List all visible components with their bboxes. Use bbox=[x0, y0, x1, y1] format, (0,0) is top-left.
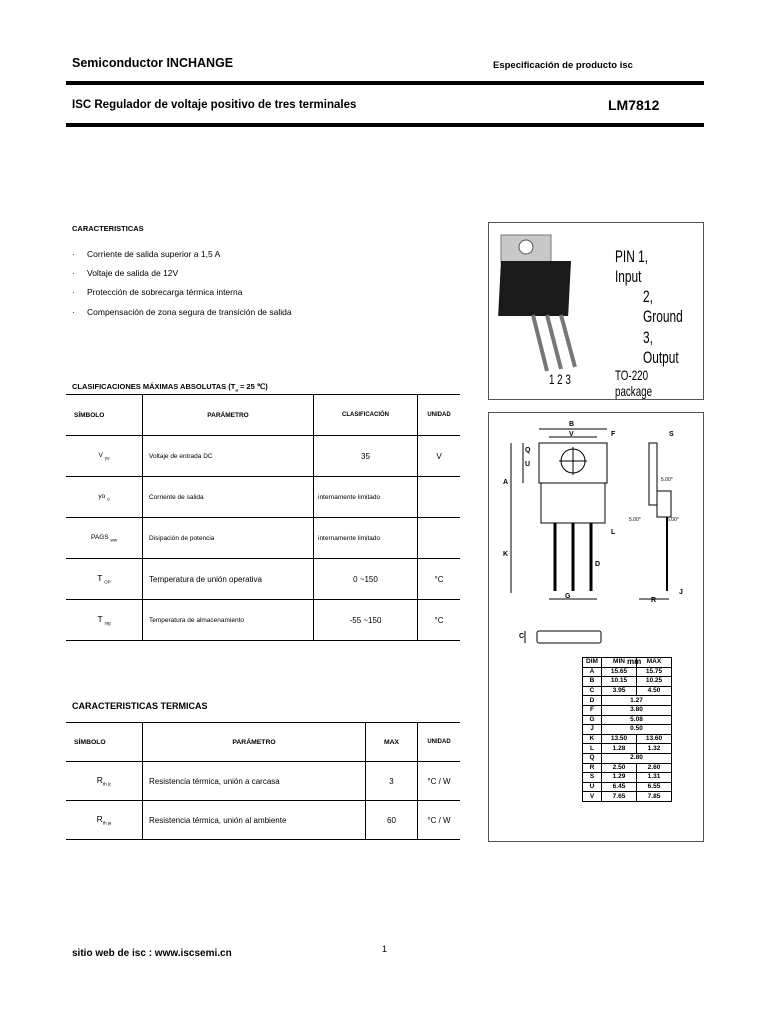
dim-label: S bbox=[669, 431, 674, 438]
min-cell: 15.65 bbox=[602, 667, 637, 677]
doc-title: ISC Regulador de voltaje positivo de tres terminales bbox=[72, 99, 357, 111]
dim-cell: D bbox=[583, 696, 602, 706]
dim-label: R bbox=[651, 597, 657, 604]
table-row bbox=[583, 753, 672, 763]
parameter-cell: Temperatura de unión operativa bbox=[143, 559, 314, 600]
symbol-cell bbox=[66, 477, 143, 518]
spec-label: Especificación de producto isc bbox=[493, 60, 633, 71]
table-row bbox=[583, 658, 672, 668]
table-row bbox=[583, 667, 672, 677]
min-cell: 13.50 bbox=[602, 734, 637, 744]
table-row bbox=[583, 686, 672, 696]
symbol-sub: yo bbox=[104, 455, 110, 461]
angle-label: 5.00° bbox=[661, 477, 673, 483]
abs-max-table bbox=[66, 394, 460, 641]
package-label: TO-220 package bbox=[615, 367, 653, 399]
symbol: V bbox=[98, 451, 103, 459]
symbol: T bbox=[97, 614, 103, 625]
angle-label: 5.00° bbox=[629, 517, 641, 523]
unit-cell: °C / W bbox=[418, 762, 461, 801]
col-max: MAX bbox=[366, 723, 418, 762]
table-row bbox=[583, 725, 672, 735]
pin3-label: 3, Output bbox=[643, 328, 679, 367]
symbol-cell bbox=[66, 518, 143, 559]
bullet: · bbox=[72, 268, 75, 278]
page-number: 1 bbox=[382, 944, 388, 954]
bullet: · bbox=[72, 287, 75, 297]
footer-site: sitio web de isc : www.iscsemi.cn bbox=[72, 948, 232, 959]
abs-max-heading-text: CLASIFICACIONES MÁXIMAS ABSOLUTAS (T bbox=[72, 382, 236, 391]
rating-cell: -55 ~150 bbox=[314, 600, 418, 641]
dim-cell: U bbox=[583, 782, 602, 792]
header-rule bbox=[66, 81, 704, 85]
abs-max-heading bbox=[72, 382, 268, 393]
col-unit: UNIDAD bbox=[418, 723, 461, 762]
parameter-cell: Voltaje de entrada DC bbox=[143, 436, 314, 477]
symbol-sub: OP bbox=[104, 579, 111, 585]
table-row bbox=[66, 518, 460, 559]
dim-cell: C bbox=[583, 686, 602, 696]
dim-label: L bbox=[611, 529, 616, 536]
max-cell: 1.31 bbox=[637, 773, 672, 783]
abs-max-heading-tail: = 25 ℃) bbox=[239, 382, 268, 391]
unit-label: mm bbox=[627, 657, 642, 666]
dim-label: A bbox=[503, 479, 509, 486]
dim-label: J bbox=[679, 589, 683, 596]
part-number: LM7812 bbox=[608, 97, 660, 113]
dim-label: K bbox=[503, 551, 509, 558]
rating-cell: internamente limitado bbox=[314, 477, 418, 518]
symbol-sub: th jc bbox=[102, 781, 112, 787]
min-cell: 3.95 bbox=[602, 686, 637, 696]
dim-label: G bbox=[565, 593, 571, 600]
features-heading: CARACTERISTICAS bbox=[72, 224, 144, 233]
col-symbol: SÍMBOLO bbox=[66, 395, 143, 436]
dim-label: Q bbox=[525, 447, 531, 454]
max-cell: 1.32 bbox=[637, 744, 672, 754]
title-rule bbox=[66, 123, 704, 127]
symbol-cell bbox=[66, 801, 143, 840]
min-cell: 1.27 bbox=[602, 696, 672, 706]
table-row bbox=[583, 792, 672, 802]
dim-cell: A bbox=[583, 667, 602, 677]
parameter-cell: Resistencia térmica, unión al ambiente bbox=[143, 801, 366, 840]
dim-label: U bbox=[525, 461, 531, 468]
symbol-sub: stg bbox=[104, 620, 111, 626]
table-row bbox=[66, 559, 460, 600]
max-cell: 4.50 bbox=[637, 686, 672, 696]
abs-max-heading-sub: a bbox=[235, 387, 238, 393]
min-cell: MIN bbox=[602, 658, 637, 668]
dim-cell: S bbox=[583, 773, 602, 783]
table-row bbox=[583, 734, 672, 744]
rating-cell: 35 bbox=[314, 436, 418, 477]
max-cell: 15.75 bbox=[637, 667, 672, 677]
dim-cell: F bbox=[583, 705, 602, 715]
table-row bbox=[66, 477, 460, 518]
min-cell: 1.29 bbox=[602, 773, 637, 783]
max-cell: 13.60 bbox=[637, 734, 672, 744]
unit-cell: °C bbox=[418, 559, 461, 600]
feature-text: Protección de sobrecarga térmica interna bbox=[87, 287, 243, 297]
package-photo bbox=[488, 222, 704, 400]
parameter-cell: Temperatura de almacenamiento bbox=[143, 600, 314, 641]
unit-cell: °C / W bbox=[418, 801, 461, 840]
table-row bbox=[583, 744, 672, 754]
feature-text: Compensación de zona segura de transición de salida bbox=[87, 307, 292, 317]
min-cell: 10.15 bbox=[602, 677, 637, 687]
feature-item bbox=[72, 268, 178, 278]
unit-cell: °C bbox=[418, 600, 461, 641]
table-row bbox=[66, 801, 460, 840]
dim-cell: R bbox=[583, 763, 602, 773]
thermal-heading: CARACTERISTICAS TERMICAS bbox=[72, 701, 208, 711]
dim-cell: B bbox=[583, 677, 602, 687]
symbol-cell bbox=[66, 559, 143, 600]
symbol-cell bbox=[66, 436, 143, 477]
parameter-cell: Corriente de salida bbox=[143, 477, 314, 518]
max-cell: 7.85 bbox=[637, 792, 672, 802]
table-row bbox=[66, 600, 460, 641]
col-rating: CLASIFICACIÓN bbox=[314, 395, 418, 436]
thermal-table bbox=[66, 722, 460, 840]
pin-numbers: 1 2 3 bbox=[549, 371, 571, 387]
symbol-sub: th ja bbox=[102, 820, 112, 826]
min-cell: 7.65 bbox=[602, 792, 637, 802]
unit-cell bbox=[418, 518, 461, 559]
dim-label: B bbox=[569, 421, 575, 428]
unit-cell bbox=[418, 477, 461, 518]
table-row bbox=[583, 705, 672, 715]
max-cell: MAX bbox=[637, 658, 672, 668]
dim-cell: J bbox=[583, 725, 602, 735]
min-cell: 1.28 bbox=[602, 744, 637, 754]
max-cell: 2.60 bbox=[637, 763, 672, 773]
min-cell: 3.80 bbox=[602, 705, 672, 715]
table-header-row bbox=[66, 395, 460, 436]
col-symbol: SÍMBOLO bbox=[66, 723, 143, 762]
table-row bbox=[66, 762, 460, 801]
col-parameter: PARÁMETRO bbox=[143, 395, 314, 436]
min-cell: 2.50 bbox=[602, 763, 637, 773]
min-cell: 0.50 bbox=[602, 725, 672, 735]
max-cell: 3 bbox=[366, 762, 418, 801]
symbol: PAGS bbox=[91, 533, 109, 541]
rating-cell: internamente limitado bbox=[314, 518, 418, 559]
symbol-cell bbox=[66, 762, 143, 801]
dim-cell: G bbox=[583, 715, 602, 725]
table-row bbox=[583, 773, 672, 783]
symbol: yo bbox=[98, 492, 106, 500]
table-row bbox=[583, 715, 672, 725]
col-unit: UNIDAD bbox=[418, 395, 461, 436]
dim-label: V bbox=[569, 431, 574, 438]
dim-cell: K bbox=[583, 734, 602, 744]
bullet: · bbox=[72, 249, 75, 259]
table-header-row bbox=[66, 723, 460, 762]
pin2-label: 2, Ground bbox=[643, 287, 683, 326]
dim-cell: DIM bbox=[583, 658, 602, 668]
dim-cell: Q bbox=[583, 753, 602, 763]
feature-item bbox=[72, 287, 242, 297]
feature-item bbox=[72, 249, 220, 259]
pin1-label: PIN 1, Input bbox=[615, 247, 649, 286]
max-cell: 10.25 bbox=[637, 677, 672, 687]
dim-cell: L bbox=[583, 744, 602, 754]
bullet: · bbox=[72, 307, 75, 317]
parameter-cell: Resistencia térmica, unión a carcasa bbox=[143, 762, 366, 801]
dim-cell: V bbox=[583, 792, 602, 802]
symbol: R bbox=[96, 775, 103, 786]
unit-cell: V bbox=[418, 436, 461, 477]
dimensions-table bbox=[582, 657, 672, 802]
table-row bbox=[583, 782, 672, 792]
table-row bbox=[66, 436, 460, 477]
dim-label: C bbox=[519, 633, 525, 640]
symbol: R bbox=[96, 814, 103, 825]
angle-label: 5.00° bbox=[667, 517, 679, 523]
table-row bbox=[583, 696, 672, 706]
symbol-cell bbox=[66, 600, 143, 641]
min-cell: 2.80 bbox=[602, 753, 672, 763]
symbol: T bbox=[97, 573, 103, 584]
dim-label: F bbox=[611, 431, 616, 438]
max-cell: 60 bbox=[366, 801, 418, 840]
table-row bbox=[583, 763, 672, 773]
col-parameter: PARÁMETRO bbox=[143, 723, 366, 762]
feature-text: Corriente de salida superior a 1,5 A bbox=[87, 249, 221, 259]
rating-cell: 0 ~150 bbox=[314, 559, 418, 600]
feature-text: Voltaje de salida de 12V bbox=[87, 268, 179, 278]
min-cell: 5.08 bbox=[602, 715, 672, 725]
table-row bbox=[583, 677, 672, 687]
dim-label: D bbox=[595, 561, 601, 568]
symbol-sub: o bbox=[107, 496, 110, 502]
feature-item bbox=[72, 307, 292, 317]
parameter-cell: Disipación de potencia bbox=[143, 518, 314, 559]
max-cell: 6.55 bbox=[637, 782, 672, 792]
symbol-sub: ww bbox=[110, 537, 117, 543]
min-cell: 6.45 bbox=[602, 782, 637, 792]
company-name: Semiconductor INCHANGE bbox=[72, 56, 234, 70]
